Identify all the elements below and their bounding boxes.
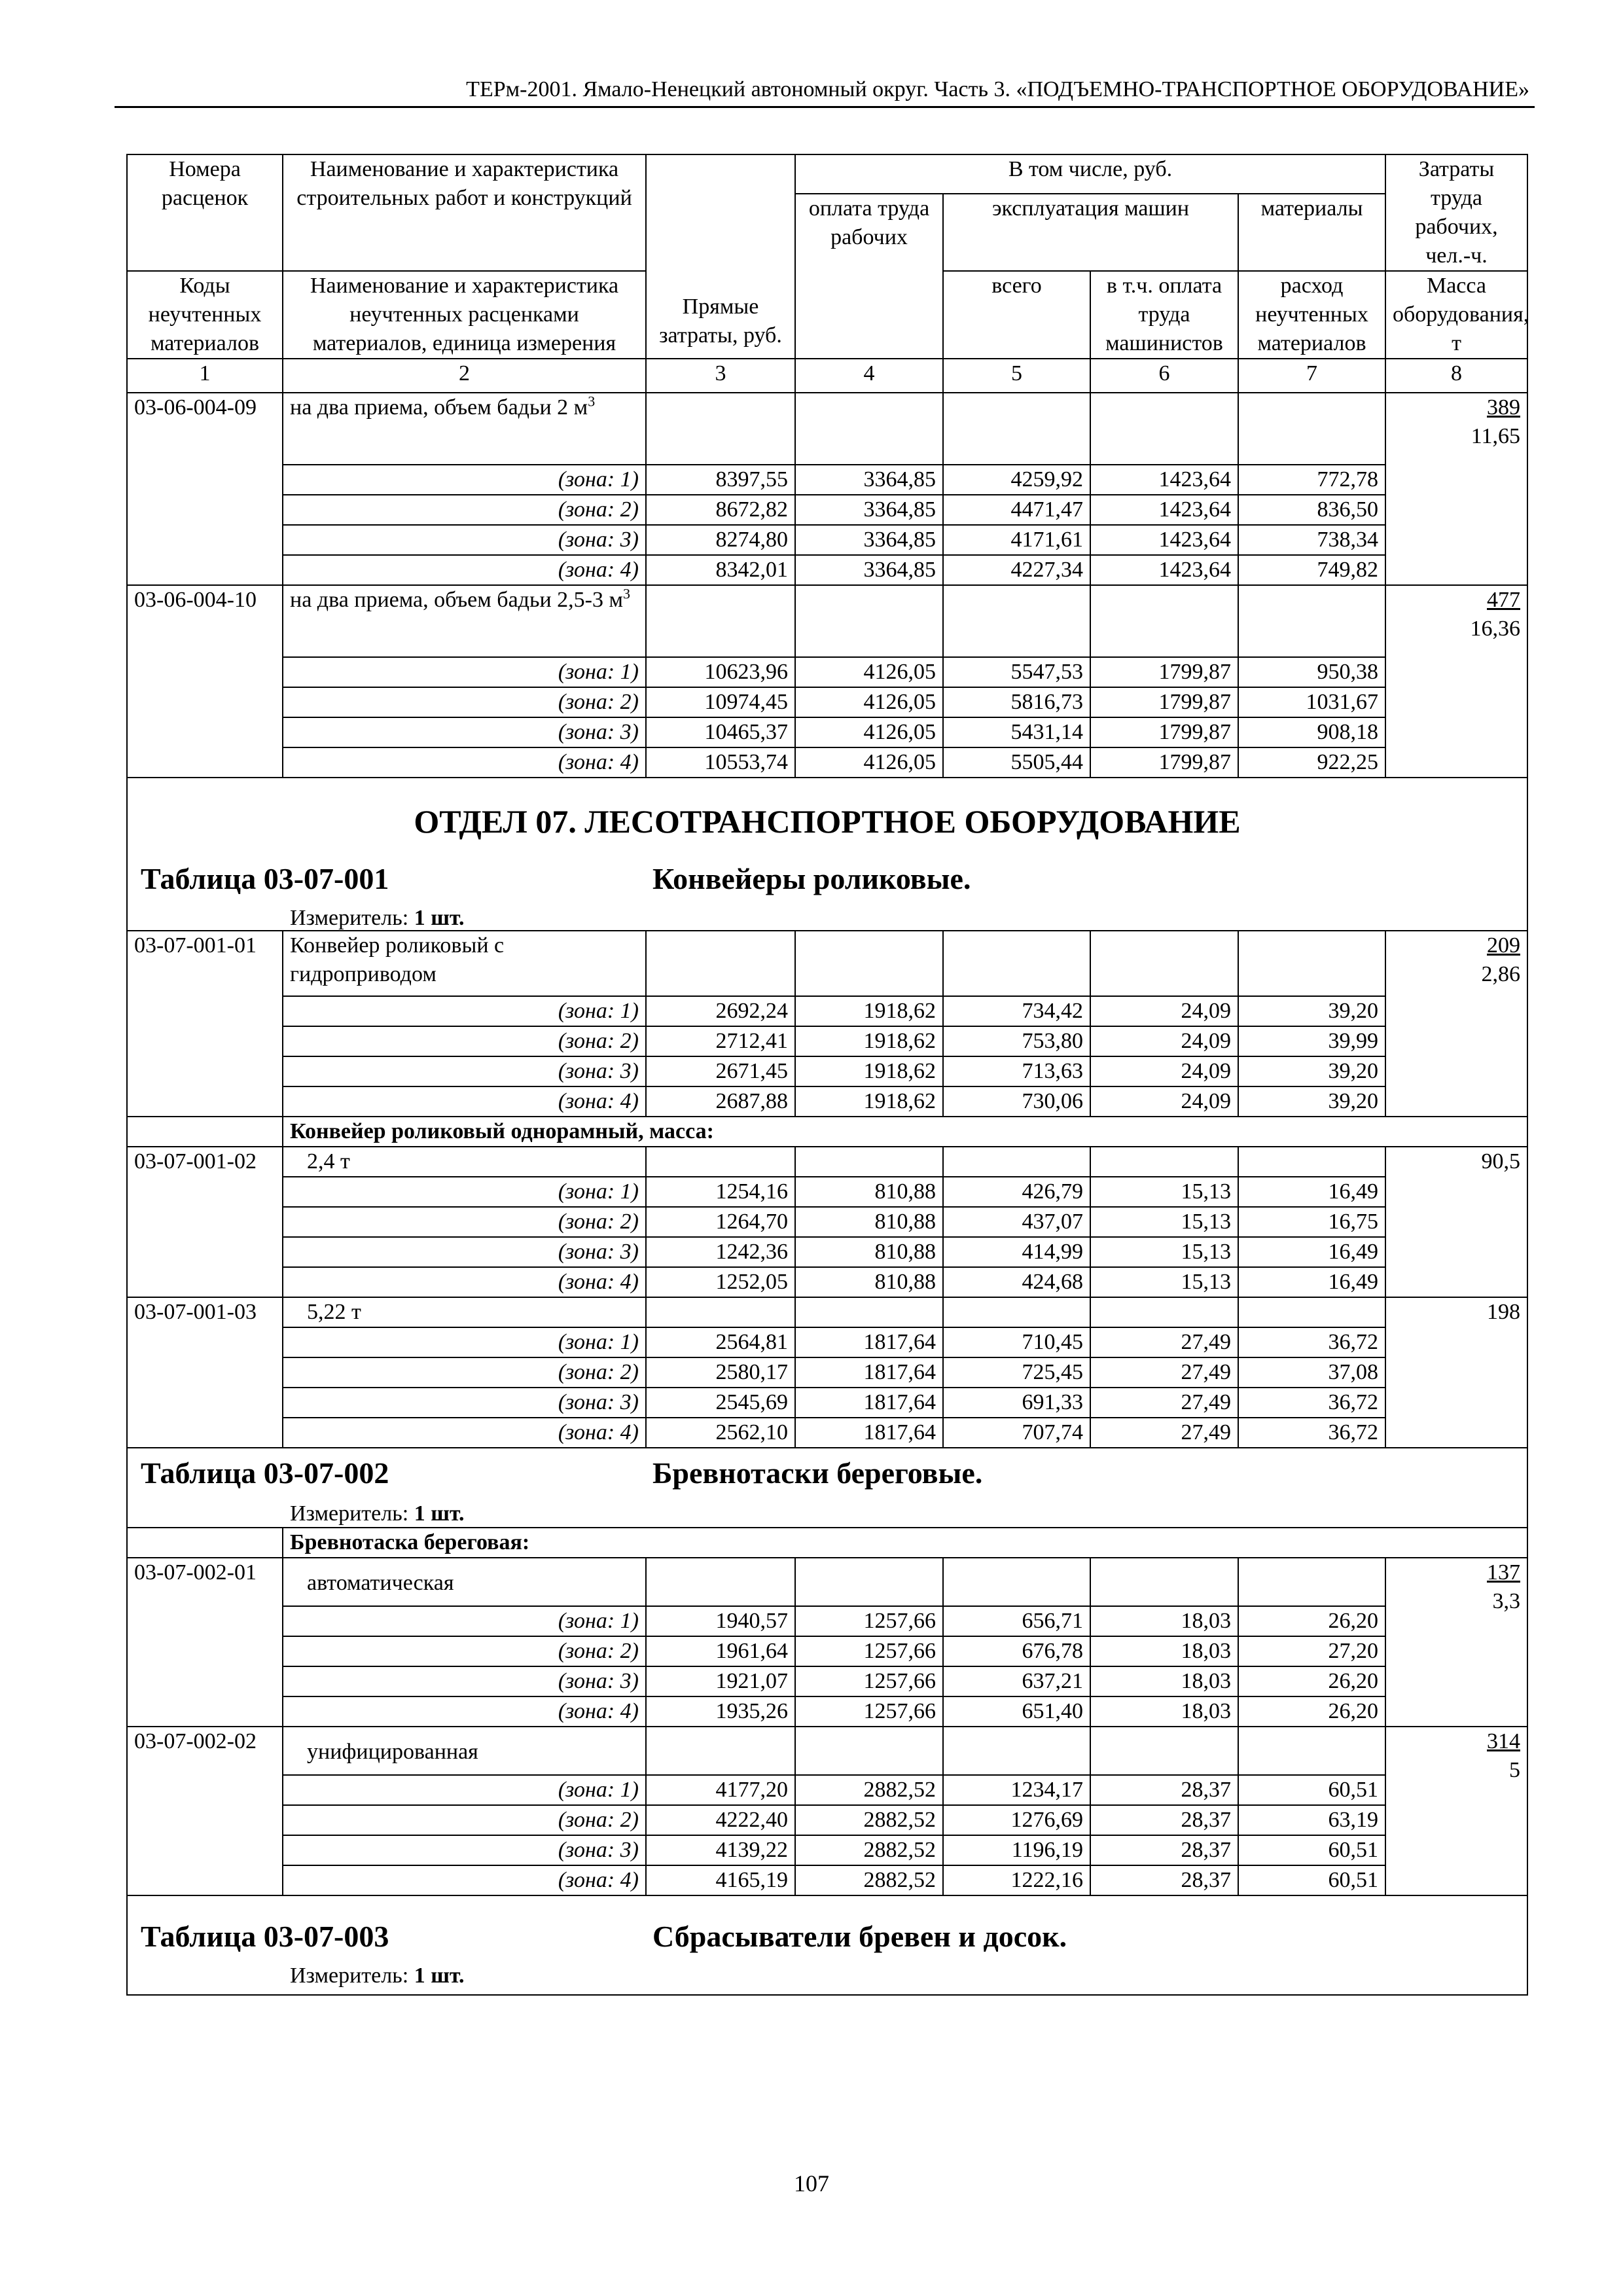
zone-row: (зона: 3) 2671,45 1918,62 713,63 24,09 39,20 xyxy=(127,1056,1527,1086)
zone-row: (зона: 3) 4139,22 2882,52 1196,19 28,37 60,51 xyxy=(127,1835,1527,1865)
mass-value: 5 xyxy=(1509,1758,1520,1782)
subheading-row xyxy=(127,1117,1527,1147)
table-title: Сбрасыватели бревен и досок. xyxy=(652,1920,1067,1953)
page-number: 107 xyxy=(794,2170,829,2197)
section-row xyxy=(127,778,1527,931)
rate-code: 03-07-001-02 xyxy=(127,1147,283,1297)
zone-row: (зона: 3) 10465,37 4126,05 5431,14 1799,87 908,18 xyxy=(127,717,1527,747)
col-index: 8 xyxy=(1385,359,1527,393)
rate-name-text: на два приема, объем бадьи 2,5-3 м xyxy=(290,588,624,612)
col-index: 7 xyxy=(1238,359,1385,393)
labor-value: 314 xyxy=(1487,1729,1520,1753)
labor-value: 137 xyxy=(1487,1560,1520,1585)
rate-name: 2,4 т xyxy=(283,1147,646,1177)
rate-code: 03-07-002-02 xyxy=(127,1727,283,1895)
running-title: ТЕРм-2001. Ямало-Ненецкий автономный округ. Часть 3. «ПОДЪЕМНО-ТРАНСПОРТНОЕ ОБОРУДОВАНИЕ» xyxy=(466,77,1529,101)
table-code: Таблица 03-07-002 xyxy=(141,1456,389,1490)
table-heading xyxy=(128,841,1527,930)
zone-row: (зона: 4) 4165,19 2882,52 1222,16 28,37 60,51 xyxy=(127,1865,1527,1895)
table-heading-row xyxy=(127,1448,1527,1528)
mass-value: 11,65 xyxy=(1471,424,1520,448)
section-title: ОТДЕЛ 07. ЛЕСОТРАНСПОРТНОЕ ОБОРУДОВАНИЕ xyxy=(414,803,1241,840)
superscript: 3 xyxy=(623,585,631,602)
col-v-tom-chisle: В том числе, руб. xyxy=(795,154,1385,194)
zone-row: (зона: 2) 2712,41 1918,62 753,80 24,09 39,99 xyxy=(127,1026,1527,1056)
labor-value: 477 xyxy=(1487,588,1520,612)
zone-row: (зона: 4) 1252,05 810,88 424,68 15,13 16,49 xyxy=(127,1267,1527,1297)
rate-name: автоматическая xyxy=(283,1558,646,1606)
zone-row: (зона: 2) 4222,40 2882,52 1276,69 28,37 63,19 xyxy=(127,1805,1527,1835)
rate-code: 03-07-001-03 xyxy=(127,1297,283,1448)
col-ekspl: эксплуатация машин xyxy=(943,194,1238,271)
zone-row: (зона: 4) 1935,26 1257,66 651,40 18,03 26,20 xyxy=(127,1696,1527,1727)
labor-value: 90,5 xyxy=(1385,1147,1527,1297)
zone-row: (зона: 1) 1254,16 810,88 426,79 15,13 16,49 xyxy=(127,1177,1527,1207)
zone-row: (зона: 2) 1961,64 1257,66 676,78 18,03 27,20 xyxy=(127,1636,1527,1666)
zone-row: (зона: 1) 4177,20 2882,52 1234,17 28,37 60,51 xyxy=(127,1775,1527,1805)
measure-line: Измеритель: 1 шт. xyxy=(290,906,465,930)
zone-row: (зона: 2) 10974,45 4126,05 5816,73 1799,87 1031,67 xyxy=(127,687,1527,717)
labor-value: 209 xyxy=(1487,933,1520,958)
table-title: Конвейеры роликовые. xyxy=(652,862,971,895)
zone-row: (зона: 1) 8397,55 3364,85 4259,92 1423,64 772,78 xyxy=(127,465,1527,495)
rate-name: унифицированная xyxy=(283,1727,646,1775)
col-oplata: оплата труда рабочих xyxy=(795,194,943,359)
rate-row xyxy=(127,1558,1527,1606)
col-vsego: всего xyxy=(943,271,1090,359)
table-code: Таблица 03-07-003 xyxy=(141,1920,389,1953)
zone-row: (зона: 3) 2545,69 1817,64 691,33 27,49 36,72 xyxy=(127,1388,1527,1418)
rate-code: 03-07-002-01 xyxy=(127,1558,283,1727)
table-heading xyxy=(128,1896,1527,1994)
zone-row: (зона: 2) 8672,82 3364,85 4471,47 1423,64 836,50 xyxy=(127,495,1527,525)
rate-row xyxy=(127,1727,1527,1775)
zone-row: (зона: 1) 2564,81 1817,64 710,45 27,49 36,72 xyxy=(127,1327,1527,1357)
zone-row: (зона: 4) 10553,74 4126,05 5505,44 1799,87 922,25 xyxy=(127,747,1527,778)
table-code: Таблица 03-07-001 xyxy=(141,862,389,895)
zone-row: (зона: 4) 2687,88 1918,62 730,06 24,09 39,20 xyxy=(127,1086,1527,1117)
measure-line: Измеритель: 1 шт. xyxy=(290,1501,465,1526)
col-index: 6 xyxy=(1090,359,1238,393)
zone-row: (зона: 1) 1940,57 1257,66 656,71 18,03 26,20 xyxy=(127,1606,1527,1636)
col-materialy: материалы xyxy=(1238,194,1385,271)
col-massa: Масса оборудования, т xyxy=(1385,271,1527,359)
rate-code: 03-06-004-09 xyxy=(127,393,283,585)
zone-row: (зона: 2) 2580,17 1817,64 725,45 27,49 37,08 xyxy=(127,1357,1527,1388)
zone-row: (зона: 2) 1264,70 810,88 437,07 15,13 16,75 xyxy=(127,1207,1527,1237)
rate-name xyxy=(283,585,646,657)
col-index: 5 xyxy=(943,359,1090,393)
zone-row: (зона: 1) 10623,96 4126,05 5547,53 1799,87 950,38 xyxy=(127,657,1527,687)
subheading-row xyxy=(127,1528,1527,1558)
superscript: 3 xyxy=(588,393,596,410)
rate-row xyxy=(127,1297,1527,1327)
rate-row xyxy=(127,585,1527,657)
zone-row: (зона: 1) 2692,24 1918,62 734,42 24,09 39,20 xyxy=(127,996,1527,1026)
zone-row: (зона: 4) 2562,10 1817,64 707,74 27,49 36,72 xyxy=(127,1418,1527,1448)
zone-row: (зона: 3) 1921,07 1257,66 637,21 18,03 26,20 xyxy=(127,1666,1527,1696)
zone-row: (зона: 3) 8274,80 3364,85 4171,61 1423,64 738,34 xyxy=(127,525,1527,555)
mass-value: 3,3 xyxy=(1492,1589,1520,1613)
rate-name-text: на два приема, объем бадьи 2 м xyxy=(290,395,588,420)
col-vtch: в т.ч. оплата труда машинистов xyxy=(1090,271,1238,359)
subheading: Конвейер роликовый однорамный, масса: xyxy=(283,1117,1527,1147)
zone-row: (зона: 3) 1242,36 810,88 414,99 15,13 16,49 xyxy=(127,1237,1527,1267)
subheading: Бревнотаска береговая: xyxy=(283,1528,1527,1558)
rate-name xyxy=(283,393,646,465)
col-rashod: расход неучтенных материалов xyxy=(1238,271,1385,359)
column-index-row xyxy=(127,359,1527,393)
col-index: 4 xyxy=(795,359,943,393)
col-zatraty: Затраты труда рабочих, чел.-ч. xyxy=(1385,154,1527,271)
labor-mass-cell xyxy=(1385,931,1527,1117)
table-heading xyxy=(128,1448,1527,1527)
labor-mass-cell xyxy=(1385,1558,1527,1727)
rate-name: 5,22 т xyxy=(283,1297,646,1327)
rate-row xyxy=(127,1147,1527,1177)
col-naim-neuch: Наименование и характеристика неучтенных расценками материалов, единица измерения xyxy=(283,271,646,359)
labor-value: 389 xyxy=(1487,395,1520,420)
col-index: 1 xyxy=(127,359,283,393)
rate-code: 03-07-001-01 xyxy=(127,931,283,1117)
col-index: 2 xyxy=(283,359,646,393)
header-row-1 xyxy=(127,154,1527,194)
table-heading-row xyxy=(127,1895,1527,1995)
measure-line: Измеритель: 1 шт. xyxy=(290,1964,465,1988)
zone-row: (зона: 4) 8342,01 3364,85 4227,34 1423,64 749,82 xyxy=(127,555,1527,585)
mass-value: 16,36 xyxy=(1470,617,1520,641)
labor-value: 198 xyxy=(1385,1297,1527,1448)
rate-name: Конвейер роликовый с гидроприводом xyxy=(283,931,646,996)
labor-mass-cell xyxy=(1385,1727,1527,1895)
col-kody: Коды неучтенных материалов xyxy=(127,271,283,359)
table-title: Бревнотаски береговые. xyxy=(652,1456,983,1490)
rate-row xyxy=(127,393,1527,465)
col-naim: Наименование и характеристика строительных работ и конструкций xyxy=(283,154,646,271)
running-header xyxy=(115,73,1535,108)
rate-code: 03-06-004-10 xyxy=(127,585,283,778)
rates-table xyxy=(126,154,1528,1996)
mass-value: 2,86 xyxy=(1481,962,1520,986)
col-pryamye: Прямые затраты, руб. xyxy=(646,154,795,359)
col-index: 3 xyxy=(646,359,795,393)
rate-row xyxy=(127,931,1527,996)
labor-mass-cell xyxy=(1385,585,1527,778)
labor-mass-cell xyxy=(1385,393,1527,585)
col-nomera: Номера расценок xyxy=(127,154,283,271)
